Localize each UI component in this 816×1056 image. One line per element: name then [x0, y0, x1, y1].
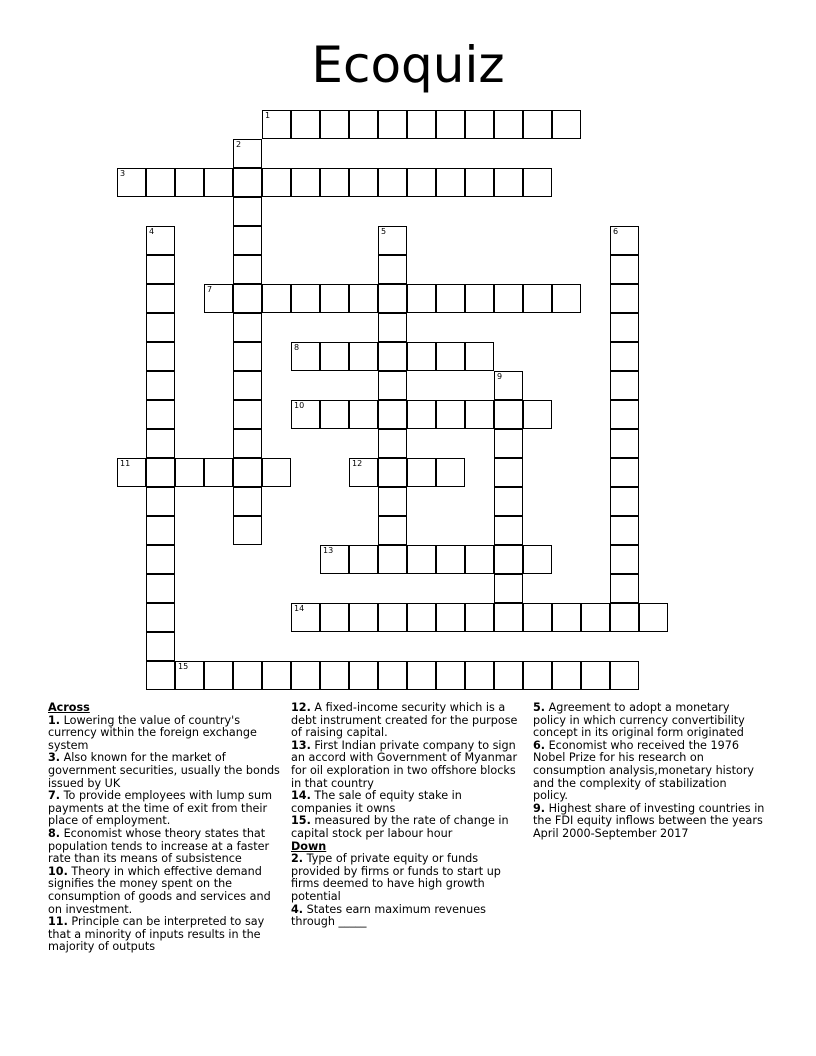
- grid-cell[interactable]: [436, 603, 465, 632]
- clue-number: 15: [178, 662, 189, 671]
- grid-cell[interactable]: [233, 342, 262, 371]
- clue-item: [291, 853, 523, 903]
- clue-text: Lowering the value of country's currency within the foreign exchange system: [48, 713, 257, 752]
- clue-item: [291, 815, 523, 840]
- grid-cell[interactable]: [204, 168, 233, 197]
- grid-cell[interactable]: [146, 284, 175, 313]
- grid-cell[interactable]: [204, 284, 233, 313]
- grid-cell[interactable]: [436, 545, 465, 574]
- grid-cell[interactable]: [146, 168, 175, 197]
- clue-text: measured by the rate of change in capital stock per labour hour: [291, 814, 509, 840]
- clue-item: [291, 702, 523, 740]
- grid-cell[interactable]: [291, 342, 320, 371]
- clue-number: 2: [236, 140, 242, 149]
- clue-number: 7: [207, 285, 213, 294]
- grid-cell[interactable]: [291, 110, 320, 139]
- grid-cell[interactable]: [204, 661, 233, 690]
- grid-cell[interactable]: [349, 458, 378, 487]
- grid-cell[interactable]: [233, 400, 262, 429]
- clue-number-label: 4.: [291, 902, 304, 916]
- grid-cell[interactable]: [436, 110, 465, 139]
- grid-cell[interactable]: [146, 661, 175, 690]
- grid-cell[interactable]: [146, 255, 175, 284]
- grid-cell[interactable]: [146, 429, 175, 458]
- grid-cell[interactable]: [146, 603, 175, 632]
- clue-text: Economist who received the 1976 Nobel Prize for his research on consumption analysis,monetary history and the complexity of stabilization policy.: [533, 738, 755, 803]
- grid-cell[interactable]: [378, 487, 407, 516]
- clue-item: [291, 740, 523, 790]
- grid-cell[interactable]: [233, 371, 262, 400]
- clue-number: 5: [381, 227, 387, 236]
- clue-number: 8: [294, 343, 300, 352]
- grid-cell[interactable]: [523, 110, 552, 139]
- clue-item: [48, 916, 280, 954]
- grid-cell[interactable]: [378, 661, 407, 690]
- grid-cell[interactable]: [407, 400, 436, 429]
- clue-column-3: [533, 702, 765, 841]
- grid-cell[interactable]: [262, 284, 291, 313]
- clue-number-label: 1.: [48, 713, 61, 727]
- clue-number-label: 10.: [48, 864, 68, 878]
- grid-cell[interactable]: [610, 400, 639, 429]
- grid-cell[interactable]: [494, 168, 523, 197]
- grid-cell[interactable]: [465, 545, 494, 574]
- grid-cell[interactable]: [291, 284, 320, 313]
- grid-cell[interactable]: [233, 226, 262, 255]
- grid-cell[interactable]: [378, 168, 407, 197]
- grid-cell[interactable]: [407, 284, 436, 313]
- clue-text: A fixed-income security which is a debt instrument created for the purpose of raising capital.: [291, 701, 518, 740]
- clue-text: The sale of equity stake in companies it owns: [291, 789, 462, 815]
- grid-cell[interactable]: [494, 603, 523, 632]
- clue-number-label: 2.: [291, 852, 304, 866]
- grid-cell[interactable]: [407, 168, 436, 197]
- grid-cell[interactable]: [610, 429, 639, 458]
- grid-cell[interactable]: [262, 168, 291, 197]
- grid-cell[interactable]: [407, 458, 436, 487]
- grid-cell[interactable]: [146, 371, 175, 400]
- clue-number-label: 5.: [533, 701, 546, 714]
- grid-cell[interactable]: [610, 661, 639, 690]
- grid-cell[interactable]: [494, 516, 523, 545]
- clue-number: 4: [149, 227, 155, 236]
- grid-cell[interactable]: [320, 400, 349, 429]
- grid-cell[interactable]: [465, 284, 494, 313]
- grid-cell[interactable]: [349, 284, 378, 313]
- clue-number-label: 6.: [533, 738, 546, 752]
- grid-cell[interactable]: [494, 458, 523, 487]
- grid-cell[interactable]: [523, 661, 552, 690]
- clue-text: Highest share of investing countries in the FDI equity inflows between the years April 2000-September 2017: [533, 801, 765, 840]
- clue-number-label: 11.: [48, 915, 68, 929]
- grid-cell[interactable]: [378, 516, 407, 545]
- clue-number: 14: [294, 604, 305, 613]
- grid-cell[interactable]: [146, 226, 175, 255]
- grid-cell[interactable]: [610, 603, 639, 632]
- grid-cell[interactable]: [378, 313, 407, 342]
- grid-cell[interactable]: [610, 255, 639, 284]
- grid-cell[interactable]: [349, 342, 378, 371]
- grid-cell[interactable]: [378, 400, 407, 429]
- grid-cell[interactable]: [407, 661, 436, 690]
- grid-cell[interactable]: [465, 400, 494, 429]
- clue-item: [291, 790, 523, 815]
- grid-cell[interactable]: [378, 371, 407, 400]
- grid-cell[interactable]: [175, 661, 204, 690]
- clue-number: 10: [294, 401, 305, 410]
- grid-cell[interactable]: [146, 632, 175, 661]
- grid-cell[interactable]: [581, 603, 610, 632]
- grid-cell[interactable]: [175, 458, 204, 487]
- grid-cell[interactable]: [407, 342, 436, 371]
- grid-cell[interactable]: [610, 284, 639, 313]
- clue-text: Also known for the market of government securities, usually the bonds issued by UK: [48, 751, 280, 790]
- grid-cell[interactable]: [146, 342, 175, 371]
- grid-cell[interactable]: [146, 574, 175, 603]
- clue-number: 9: [497, 372, 503, 381]
- grid-cell[interactable]: [436, 458, 465, 487]
- clue-number: 3: [120, 169, 126, 178]
- grid-cell[interactable]: [610, 545, 639, 574]
- clue-item: [533, 702, 765, 740]
- grid-cell[interactable]: [581, 661, 610, 690]
- puzzle-title: Ecoquiz: [311, 36, 505, 94]
- grid-cell[interactable]: [436, 284, 465, 313]
- grid-cell[interactable]: [320, 284, 349, 313]
- grid-cell[interactable]: [378, 342, 407, 371]
- clue-number: 13: [323, 546, 334, 555]
- grid-cell[interactable]: [610, 516, 639, 545]
- grid-cell[interactable]: [494, 574, 523, 603]
- grid-cell[interactable]: [262, 110, 291, 139]
- grid-cell[interactable]: [233, 197, 262, 226]
- grid-cell[interactable]: [407, 603, 436, 632]
- grid-cell[interactable]: [349, 545, 378, 574]
- clue-item: [48, 790, 280, 828]
- grid-cell[interactable]: [233, 429, 262, 458]
- grid-cell[interactable]: [407, 110, 436, 139]
- clue-text: First Indian private company to sign an accord with Government of Myanmar for oil exploration in two offshore blocks in that country: [291, 738, 518, 790]
- clue-number-label: 14.: [291, 789, 311, 803]
- grid-cell[interactable]: [378, 110, 407, 139]
- grid-cell[interactable]: [465, 110, 494, 139]
- grid-cell[interactable]: [552, 603, 581, 632]
- grid-cell[interactable]: [146, 400, 175, 429]
- grid-cell[interactable]: [610, 313, 639, 342]
- grid-cell[interactable]: [320, 342, 349, 371]
- grid-cell[interactable]: [610, 342, 639, 371]
- grid-cell[interactable]: [378, 458, 407, 487]
- grid-cell[interactable]: [291, 400, 320, 429]
- grid-cell[interactable]: [523, 545, 552, 574]
- grid-cell[interactable]: [552, 661, 581, 690]
- grid-cell[interactable]: [146, 516, 175, 545]
- grid-cell[interactable]: [552, 110, 581, 139]
- grid-cell[interactable]: [233, 255, 262, 284]
- grid-cell[interactable]: [320, 661, 349, 690]
- clue-number-label: 15.: [291, 814, 311, 828]
- grid-cell[interactable]: [320, 603, 349, 632]
- clue-text: Theory in which effective demand signifies the money spent on the consumption of goods and services and on investment.: [48, 864, 271, 916]
- grid-cell[interactable]: [407, 545, 436, 574]
- grid-cell[interactable]: [175, 168, 204, 197]
- grid-cell[interactable]: [378, 284, 407, 313]
- grid-cell[interactable]: [494, 284, 523, 313]
- grid-cell[interactable]: [436, 168, 465, 197]
- grid-cell[interactable]: [233, 284, 262, 313]
- across-heading: Across: [48, 701, 90, 714]
- grid-cell[interactable]: [291, 168, 320, 197]
- grid-cell[interactable]: [204, 458, 233, 487]
- grid-cell[interactable]: [378, 226, 407, 255]
- clue-item: [48, 752, 280, 790]
- grid-cell[interactable]: [436, 661, 465, 690]
- clue-text: Principle can be interpreted to say that a minority of inputs results in the majority of outputs: [48, 915, 265, 954]
- clue-text: Economist whose theory states that population tends to increase at a faster rate than its means of subsistence: [48, 826, 270, 866]
- grid-cell[interactable]: [117, 168, 146, 197]
- grid-cell[interactable]: [465, 603, 494, 632]
- grid-cell[interactable]: [320, 545, 349, 574]
- clue-item: [291, 904, 523, 929]
- grid-cell[interactable]: [117, 458, 146, 487]
- grid-cell[interactable]: [378, 545, 407, 574]
- grid-cell[interactable]: [233, 661, 262, 690]
- clue-item: [48, 828, 280, 866]
- down-heading: Down: [291, 839, 327, 853]
- clue-number: 6: [613, 227, 619, 236]
- grid-cell[interactable]: [262, 458, 291, 487]
- clue-number-label: 9.: [533, 801, 546, 815]
- clue-item: [533, 803, 765, 841]
- grid-cell[interactable]: [233, 168, 262, 197]
- grid-cell[interactable]: [262, 661, 291, 690]
- grid-cell[interactable]: [465, 168, 494, 197]
- grid-cell[interactable]: [494, 545, 523, 574]
- grid-cell[interactable]: [523, 284, 552, 313]
- grid-cell[interactable]: [465, 342, 494, 371]
- grid-cell[interactable]: [291, 661, 320, 690]
- grid-cell[interactable]: [494, 371, 523, 400]
- clue-column-2: [291, 702, 523, 929]
- clue-number-label: 7.: [48, 789, 61, 803]
- clue-number: 1: [265, 111, 271, 120]
- grid-cell[interactable]: [378, 603, 407, 632]
- grid-cell[interactable]: [465, 661, 494, 690]
- grid-cell[interactable]: [523, 603, 552, 632]
- grid-cell[interactable]: [610, 371, 639, 400]
- grid-cell[interactable]: [320, 110, 349, 139]
- grid-cell[interactable]: [639, 603, 668, 632]
- grid-cell[interactable]: [436, 342, 465, 371]
- clue-number-label: 3.: [48, 751, 61, 765]
- grid-cell[interactable]: [494, 487, 523, 516]
- grid-cell[interactable]: [610, 574, 639, 603]
- grid-cell[interactable]: [552, 284, 581, 313]
- clue-item: [533, 740, 765, 803]
- clue-item: [48, 866, 280, 916]
- clue-number: 12: [352, 459, 363, 468]
- clue-text: States earn maximum revenues through _____: [291, 902, 486, 929]
- grid-cell[interactable]: [494, 661, 523, 690]
- grid-cell[interactable]: [378, 255, 407, 284]
- grid-cell[interactable]: [146, 458, 175, 487]
- grid-cell[interactable]: [233, 313, 262, 342]
- grid-cell[interactable]: [233, 487, 262, 516]
- grid-cell[interactable]: [146, 545, 175, 574]
- clue-text: Type of private equity or funds provided by firms or funds to start up firms deemed to have high growth potential: [291, 852, 501, 903]
- grid-cell[interactable]: [291, 603, 320, 632]
- grid-cell[interactable]: [349, 661, 378, 690]
- grid-cell[interactable]: [610, 226, 639, 255]
- grid-cell[interactable]: [320, 168, 349, 197]
- grid-cell[interactable]: [146, 487, 175, 516]
- grid-cell[interactable]: [378, 429, 407, 458]
- clue-text: Agreement to adopt a monetary policy in which currency convertibility concept in its original form originated: [533, 701, 745, 740]
- grid-cell[interactable]: [523, 400, 552, 429]
- grid-cell[interactable]: [233, 516, 262, 545]
- grid-cell[interactable]: [523, 168, 552, 197]
- grid-cell[interactable]: [494, 429, 523, 458]
- grid-cell[interactable]: [494, 400, 523, 429]
- clue-text: To provide employees with lump sum payments at the time of exit from their place of employment.: [48, 789, 272, 828]
- grid-cell[interactable]: [610, 487, 639, 516]
- grid-cell[interactable]: [349, 168, 378, 197]
- grid-cell[interactable]: [494, 110, 523, 139]
- clue-number-label: 13.: [291, 738, 311, 752]
- grid-cell[interactable]: [349, 110, 378, 139]
- clue-item: [48, 715, 280, 753]
- grid-cell[interactable]: [349, 400, 378, 429]
- grid-cell[interactable]: [233, 139, 262, 168]
- clue-column-1: [48, 702, 280, 954]
- grid-cell[interactable]: [146, 313, 175, 342]
- grid-cell[interactable]: [233, 458, 262, 487]
- grid-cell[interactable]: [349, 603, 378, 632]
- clue-number-label: 8.: [48, 826, 61, 840]
- grid-cell[interactable]: [610, 458, 639, 487]
- clue-number: 11: [120, 459, 131, 468]
- clue-number-label: 12.: [291, 701, 311, 714]
- grid-cell[interactable]: [436, 400, 465, 429]
